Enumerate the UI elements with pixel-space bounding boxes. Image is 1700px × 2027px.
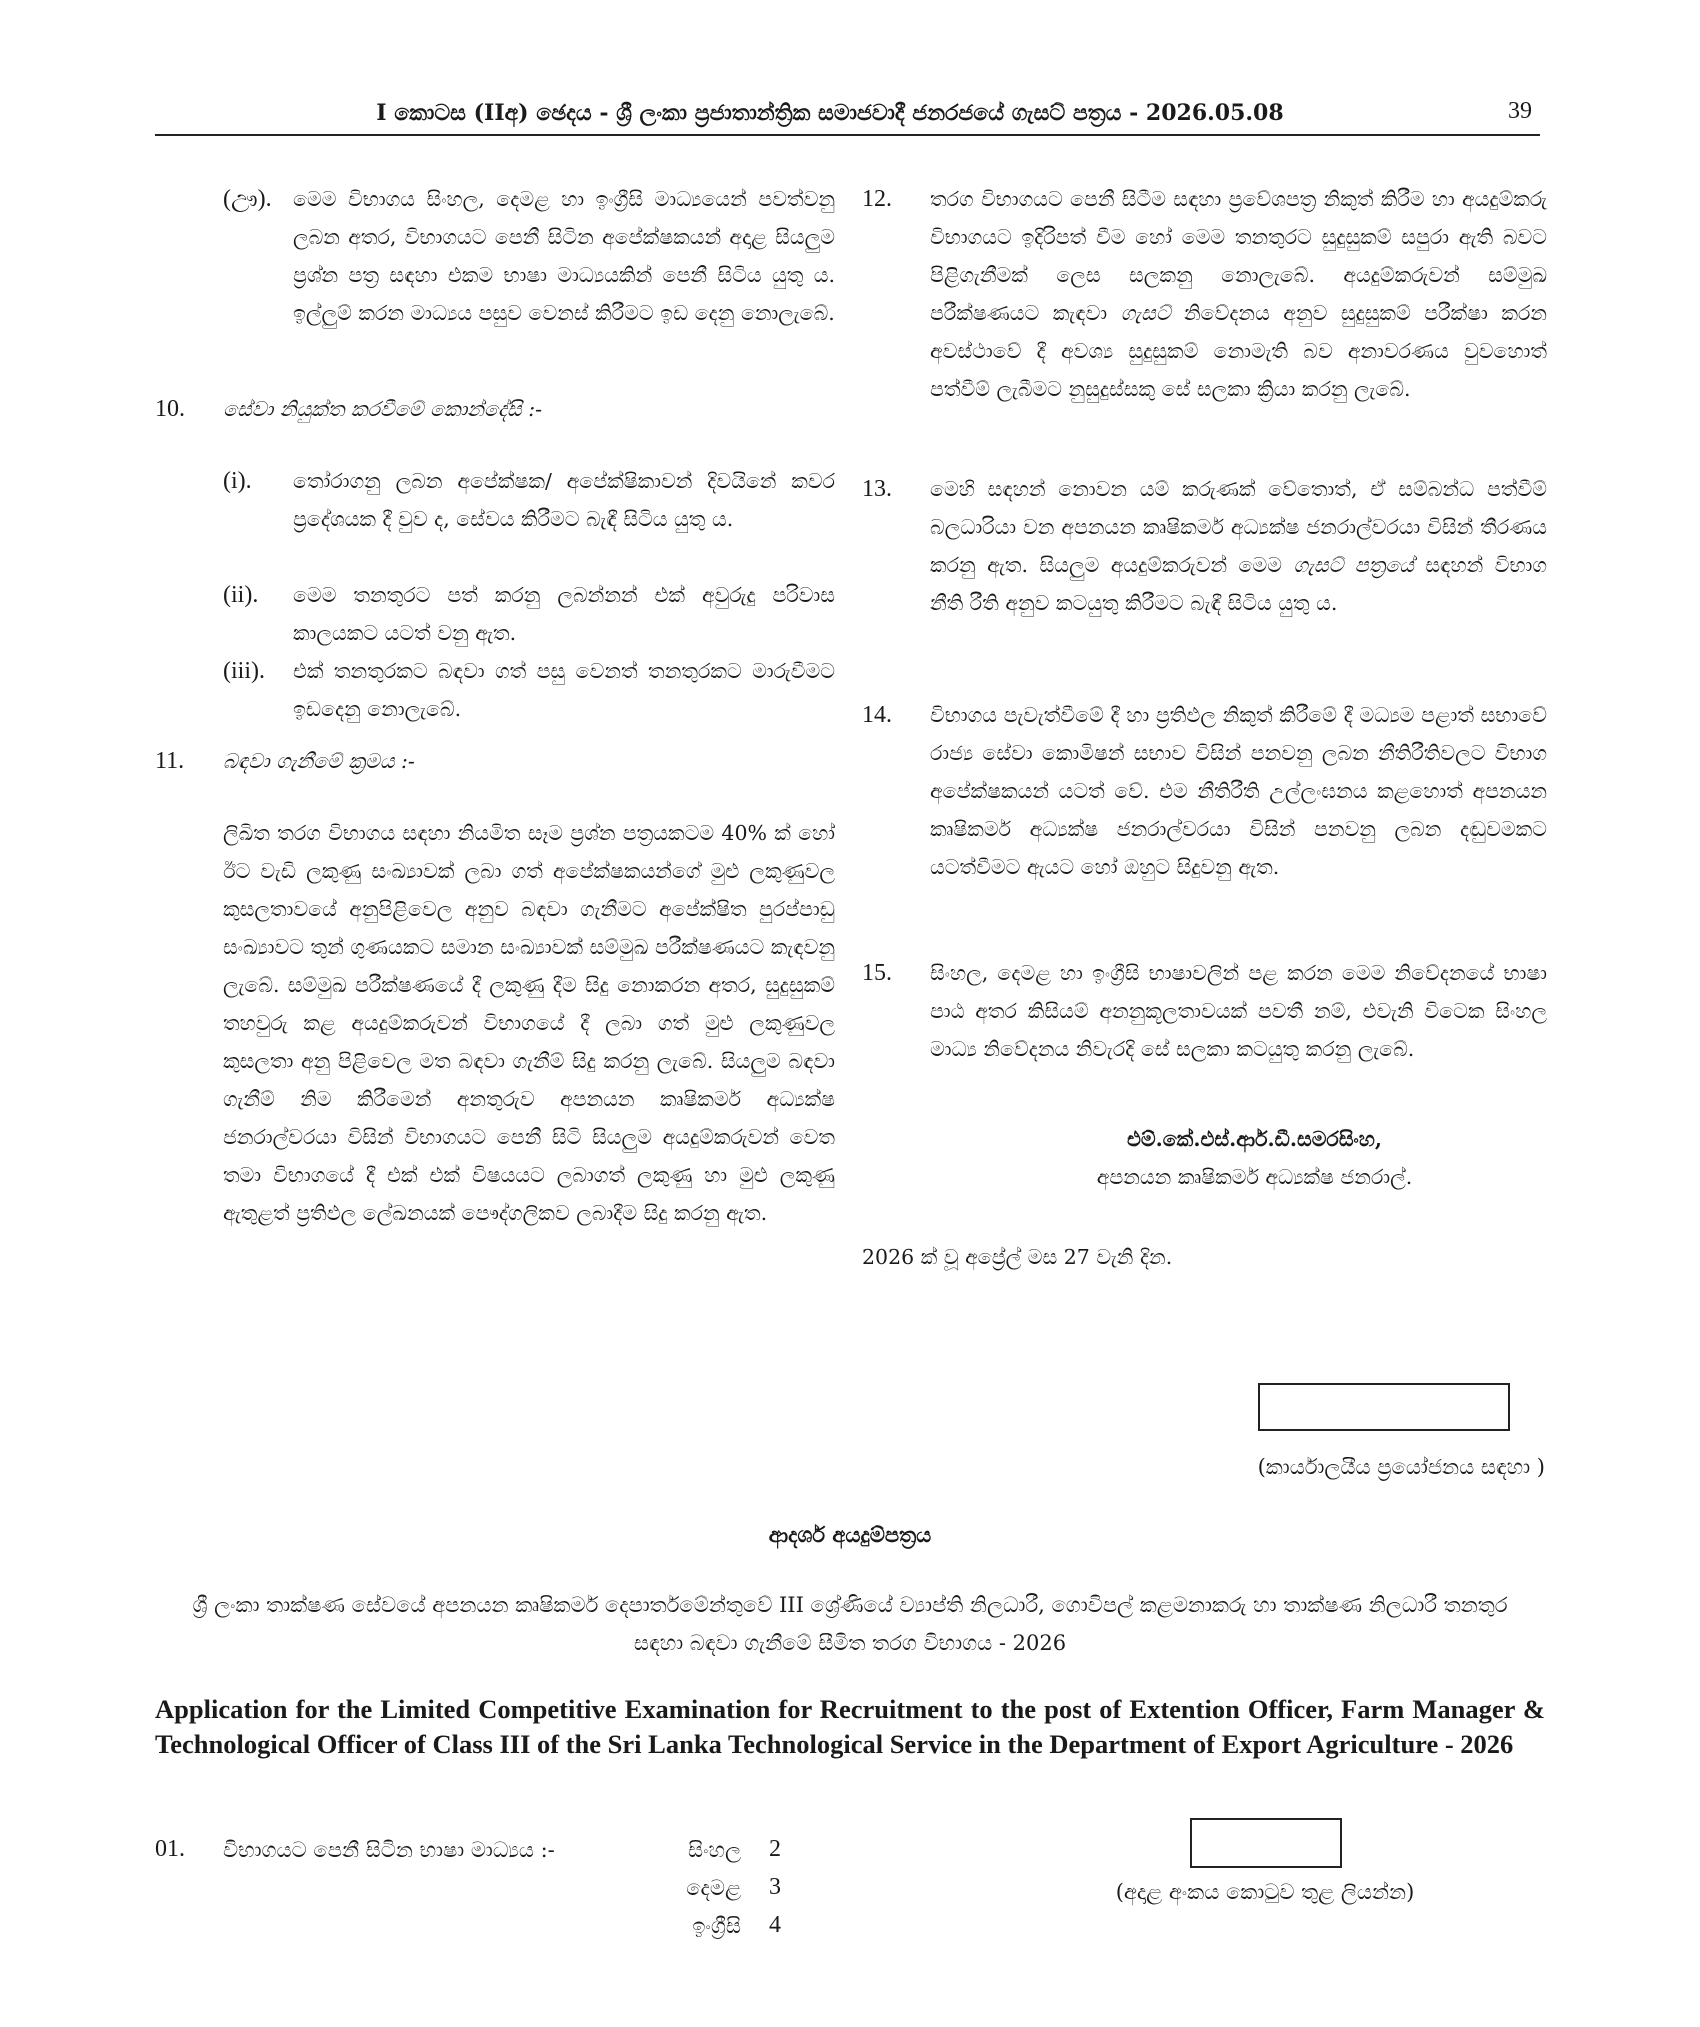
model-application-title: ආදර්ශ අයදුම්පත්‍රය [768,1522,932,1547]
section-10-heading: සේවා නියුක්ත කරවීමේ කොන්දේසි :- [223,397,543,421]
language-code: 4 [769,1912,781,1938]
section-13-text [930,470,1547,622]
header-title: I කොටස (IIඅ) ඡෙදය - ශ්‍රී ලංකා ප්‍රජාතාන්ත්‍රික සමාජවාදී ජනරජයේ ගැසට් පත්‍රය - 2026.05.08 [376,100,1284,126]
language-options [661,1836,781,1950]
clause-u-label: (ඌ). [223,186,272,212]
section-14 [862,696,1547,886]
section-11-heading-row [155,742,835,780]
item-label: (ii). [223,582,259,608]
section-14-text: විභාගය පැවැත්වීමේ දී හා ප්‍රතිඵල නිකුත් කිරීමේ දී මධ්‍යම පළාත් සභාවේ රාජ්‍ය සේවා කොමිෂන් සභාව විසින් පනවනු ලබන නීතිරීතිවලට විභාග අපේක්ෂකයන් යටත් වේ. එම නීතිරීති උල්ලංඝනය කළහොත් අපනයන කෘෂිකර්ම අධ්‍යක්ෂ ජනරාල්වරයා විසින් පනවනු ලබන දඬුවමකට යටත්වීමට ඇයට හෝ ඔහුට සිදුවනු ඇත. [930,703,1547,879]
section-10-item-i [155,462,835,538]
item-text: මෙම තනතුරට පත් කරනු ලබන්නන් එක් අවුරුදු පරිවාස කාලයකට යටත් වනු ඇත. [293,583,835,645]
language-answer-box[interactable] [1190,1818,1342,1868]
item-label: (iii). [223,658,265,684]
section-15-number: 15. [862,960,892,986]
signature-block [862,1120,1547,1196]
item-text: තෝරාගනු ලබන අපේක්ෂක/ අපේක්ෂිකාවන් දිවයිනේ කවර ප්‍රදේශයක දී වුව ද, සේවය කිරීමට බැඳී සිටිය යුතු ය. [293,469,835,531]
notice-date: 2026 ක් වූ අප්‍රේල් මස 27 වැනි දින. [862,1245,1173,1269]
section-13-number: 13. [862,476,892,502]
section-10-number: 10. [155,396,185,422]
page-number: 39 [1508,98,1532,124]
language-code: 2 [769,1836,781,1862]
exam-title-english: Application for the Limited Competitive Examination for Recruitment to the post of Extention Officer, Farm Manager & Technological Officer of Class III of the Sri Lanka Technological Service in the Department of Export Agriculture - 2026 [155,1694,1545,1759]
running-header [155,96,1540,136]
section-11-heading: බඳවා ගැනීමේ ක්‍රමය :- [223,749,415,773]
language-option-english [661,1912,781,1950]
section-13-text-b: සඳහන් විභාග නීති රීති අනුව කටයුතු කිරීමට බැඳී සිටිය යුතු ය. [930,553,1547,615]
language-option-sinhala [661,1836,781,1874]
signatory-name: එම්.කේ.එස්.ආර්.ඩී.සමරසිංහ, [1126,1127,1383,1151]
language-option-tamil [661,1874,781,1912]
language-name: දෙමළ [686,1876,741,1900]
office-use-label: (කාර්යාලයීය ප්‍රයෝජනය සඳහා ) [1257,1455,1545,1479]
section-12-text-a: තරග විභාගයට පෙනී සිටීම සඳහා ප්‍රවේශපත්‍ර නිකුත් කිරීම හා අයදුම්කරු විභාගයට ඉදිරිපත් වීම හෝ මෙම තනතුරට සුදුසුකම් සපුරා ඇති බවට පිළිගැනීමක් ලෙස සලකනු නොලැබේ. අයදුම්කරුවන් සම්මුඛ පරීක්ෂණයට කැඳවා [930,187,1547,325]
item-text: එක් තනතුරකට බඳවා ගත් පසු වෙනත් තනතුරකට මාරුවීමට ඉඩදෙනු නොලැබේ. [293,659,835,721]
exam-title-sinhala: ශ්‍රී ලංකා තාක්ෂණ සේවයේ අපනයන කෘෂිකර්ම දෙපාර්තමේන්තුවේ III ශ්‍රේණියේ ව්‍යාප්ති නිලධාරී, ගොවිපල් කළමනාකරු හා තාක්ෂණ නිලධාරී තනතුර සඳහා බඳවා ගැනීමේ සීමිත තරග විභාගය - 2026 [192,1593,1508,1655]
signatory-title: අපනයන කෘෂිකර්ම අධ්‍යක්ෂ ජනරාල්. [1096,1165,1413,1189]
section-13-italic: ගැසට් පත්‍රයේ [1293,553,1414,577]
section-11-text: ලිඛිත තරග විභාගය සඳහා නියමිත සෑම ප්‍රශ්න පත්‍රයකටම 40% ක් හෝ ඊට වැඩි ලකුණු සංඛ්‍යාවක් ලබා ගත් අපේක්ෂකයන්ගේ මුළු ලකුණුවල කුසලතාවයේ අනුපිළිවෙල අනුව බඳවා ගැනීමට අපේක්ෂිත පුරප්පාඩු සංඛ්‍යාවට තුන් ගුණයකට සමාන සංඛ්‍යාවක් සම්මුඛ පරීක්ෂණයට කැඳවනු ලැබේ. සම්මුඛ පරීක්ෂණයේ දී ලකුණු දීම සිදු නොකරන අතර, සුදුසුකම් තහවුරු කළ අයදුම්කරුවන් විභාගයේ දී ලබා ගත් මුළු ලකුණුවල කුසලතා අනු පිළිවෙල මත බඳවා ගැනීම් සිදු කරනු ලැබේ. සියලුම බඳවා ගැනීම් නිම කිරීමෙන් අනතුරුව අපනයන කෘෂිකර්ම අධ්‍යක්ෂ ජනරාල්වරයා විසින් විභාගයට පෙනී සිටි සියලුම අයදුම්කරුවන් වෙත තමා විභාගයේ දී එක් එක් විෂයයට ලබාගත් ලකුණු හා මුළු ලකුණු ඇතුළත් ප්‍රතිඵල ලේඛනයක් පෞද්ගලිකව ලබාදීම සිදු කරනු ඇත. [223,821,835,1225]
section-11-number: 11. [155,748,185,774]
clause-u [155,180,835,332]
section-13 [862,470,1547,622]
language-code: 3 [769,1874,781,1900]
section-15-text: සිංහල, දෙමළ හා ඉංග්‍රීසි භාෂාවලින් පළ කරන මෙම නිවේදනයේ භාෂා පාඨ අතර කිසියම් අනනුකූලතාවයක් පවතී නම්, එවැනි විටෙක සිංහල මාධ්‍ය නිවේදනය නිවැරදි සේ සලකා කටයුතු කරනු ලැබේ. [930,961,1547,1061]
section-12-text-b: නිවේදනය අනුව සුදුසුකම් පරීක්ෂා කරන අවස්ථාවේ දී අවශ්‍ය සුදුසුකම් නොමැති බව අනාවරණය වුවහොත් පත්වීම් ලැබීමට නුසුදුස්සකු සේ සලකා ක්‍රියා කරනු ලැබේ. [930,301,1547,401]
language-name: ඉංග්‍රීසි [692,1914,741,1938]
section-13-text-a: මෙහි සඳහන් නොවන යම් කරුණක් වේතොත්, ඒ සම්බන්ධ පත්වීම් බලධාරියා වන අපනයන කෘෂිකර්ම අධ්‍යක්ෂ ජනරාල්වරයා විසින් තීරණය කරනු ඇත. සියලුම අයදුම්කරුවන් මෙම [930,477,1547,577]
item-label: (i). [223,468,252,494]
section-12-text [930,180,1547,408]
section-12-number: 12. [862,186,892,212]
section-10-heading-row [155,390,835,428]
section-12-italic: ගැසට් [1120,301,1171,325]
language-name: සිංහල [688,1838,741,1862]
question-01-number: 01. [155,1836,185,1862]
section-14-number: 14. [862,702,892,728]
office-use-box[interactable] [1258,1383,1510,1431]
section-12 [862,180,1547,408]
section-10-item-iii [155,652,835,728]
section-10-item-ii [155,576,835,652]
answer-box-hint: (අදාළ අංකය කොටුව තුළ ලියන්න) [1115,1880,1415,1904]
question-01-label: විභාගයට පෙනී සිටින භාෂා මාධ්‍යය :- [223,1838,555,1862]
clause-u-text: මෙම විභාගය සිංහල, දෙමළ හා ඉංග්‍රීසි මාධ්‍යයෙන් පවත්වනු ලබන අතර, විභාගයට පෙනී සිටින අපේක්ෂකයන් අදාළ සියලුම ප්‍රශ්න පත්‍ර සඳහා එකම භාෂා මාධ්‍යයකින් පෙනී සිටිය යුතු ය. ඉල්ලුම් කරන මාධ්‍යය පසුව වෙනස් කිරීමට ඉඩ දෙනු නොලැබේ. [293,187,835,325]
section-15 [862,954,1547,1068]
